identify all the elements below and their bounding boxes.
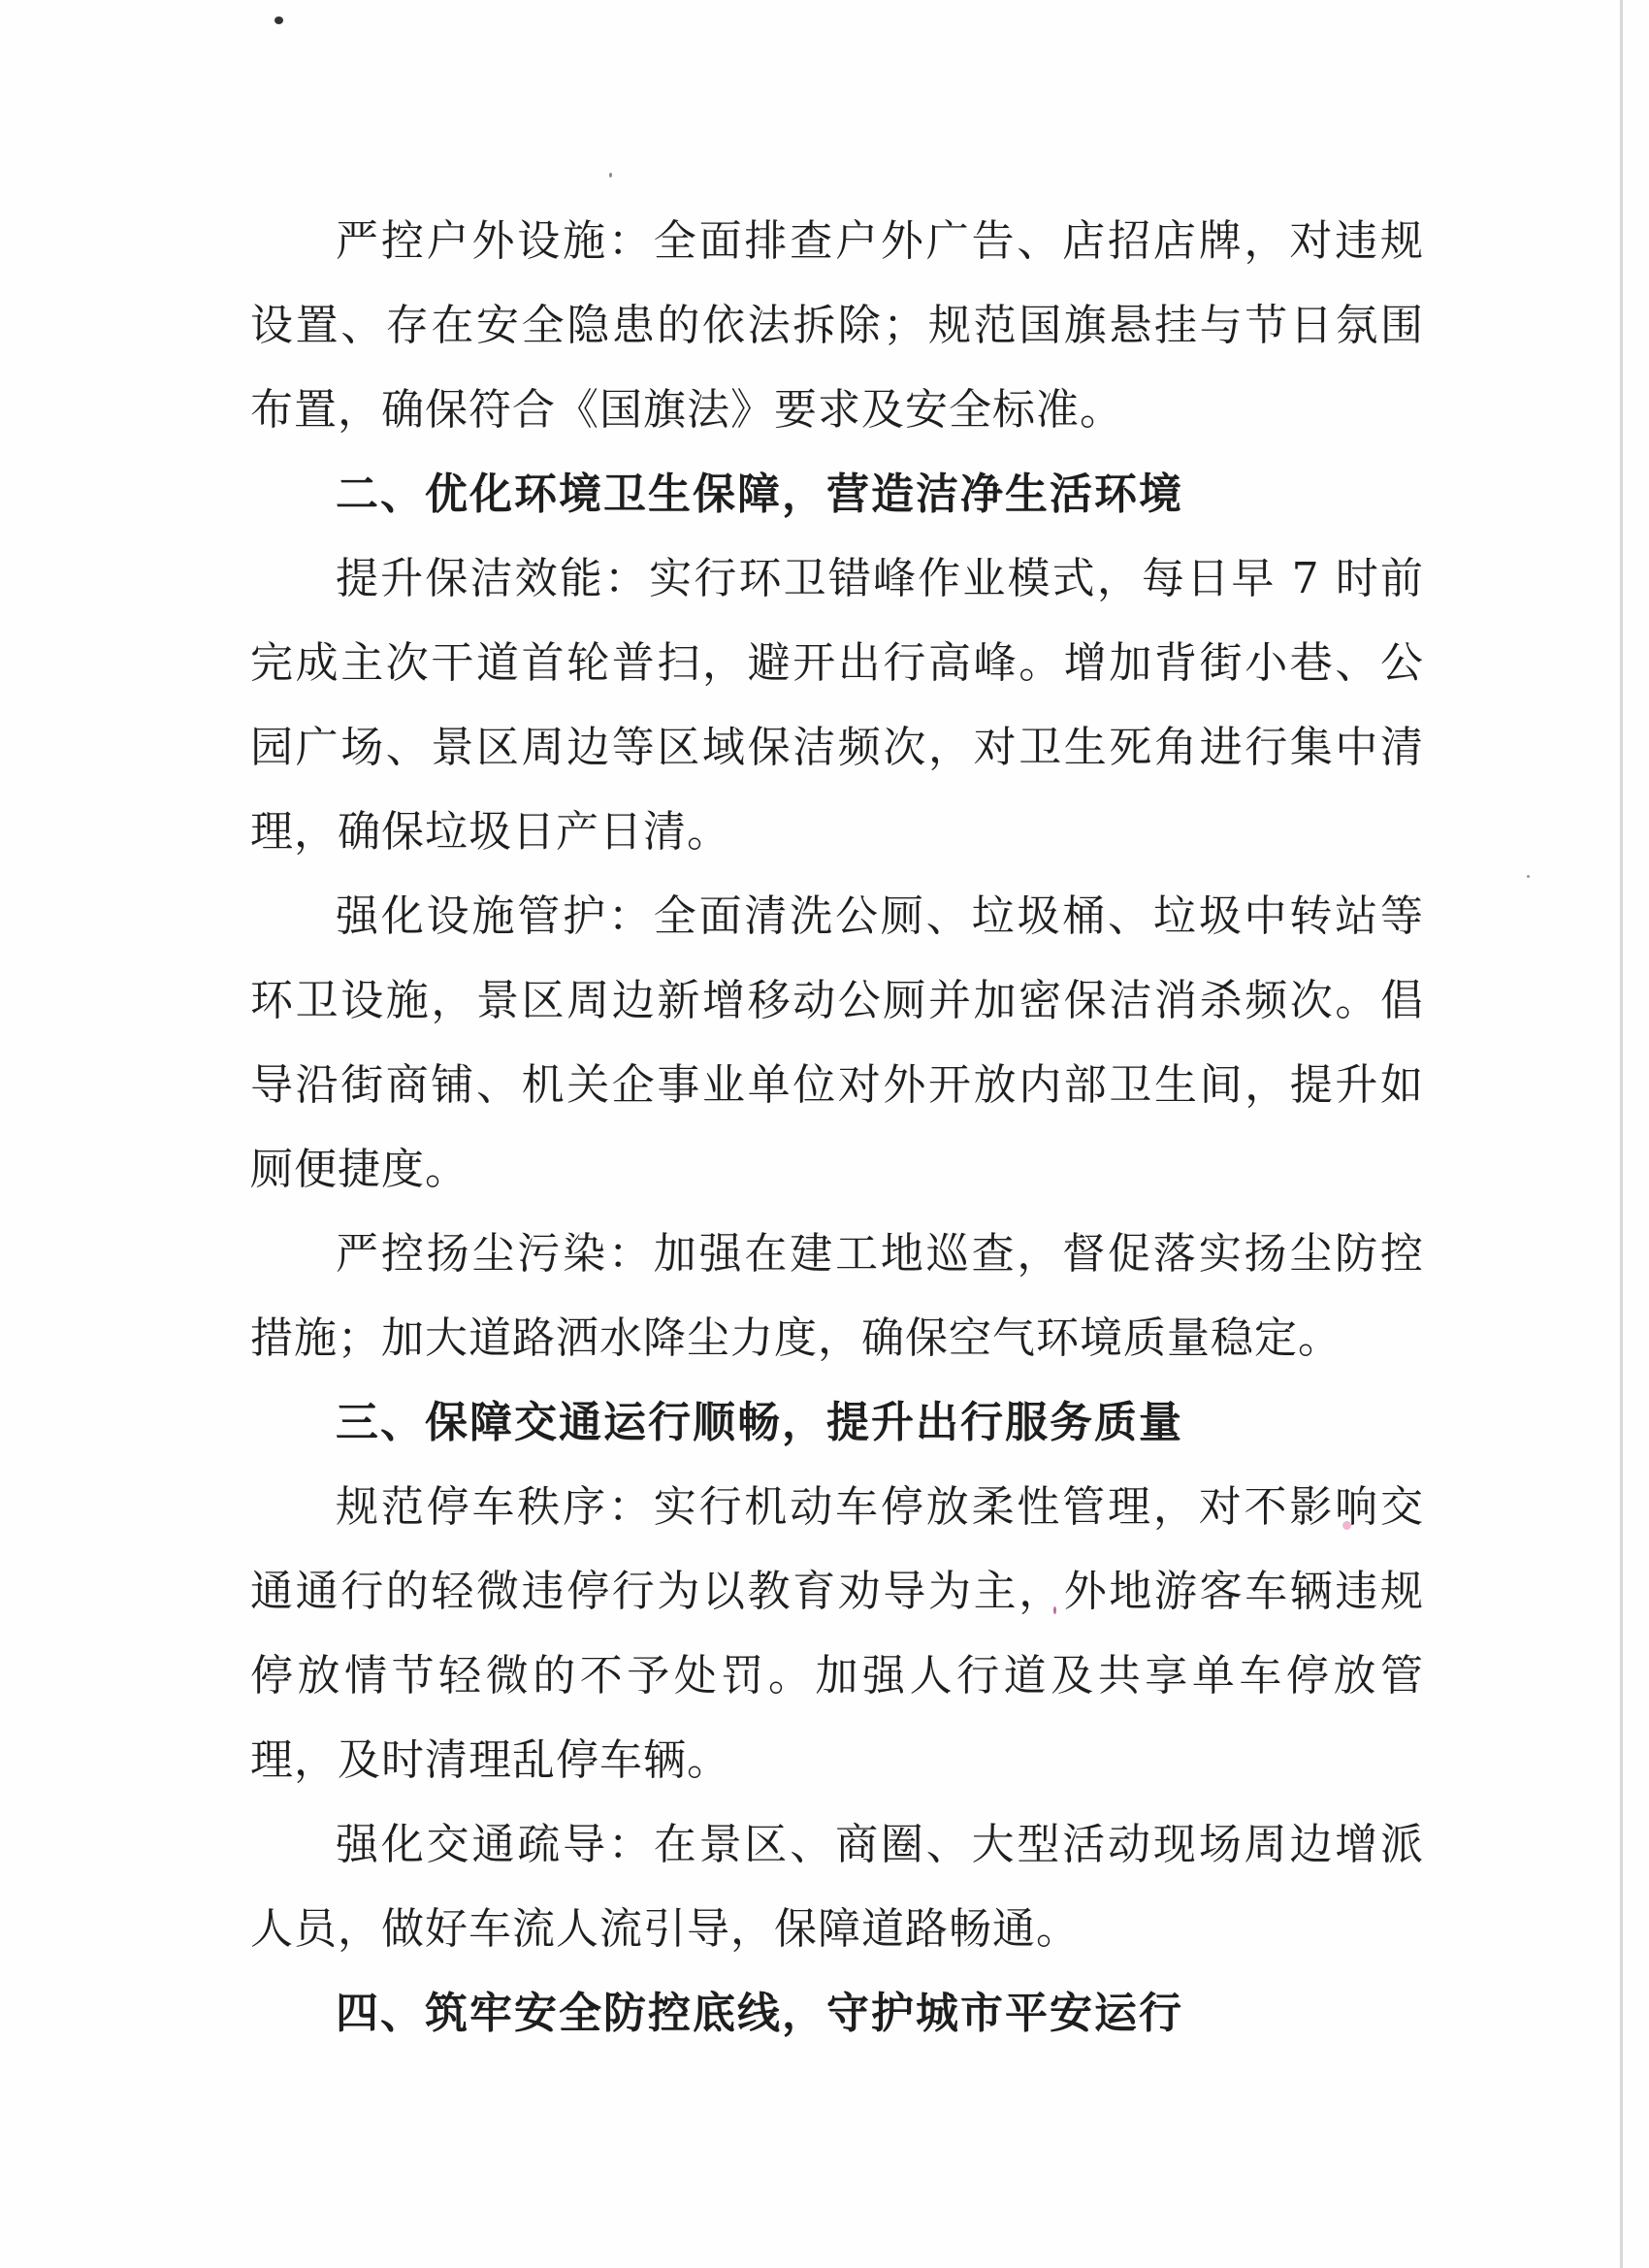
document-body	[250, 199, 1424, 2056]
section-heading-2: 二、优化环境卫生保障，营造洁净生活环境	[336, 470, 1183, 519]
paragraph-facility-maintenance: 强化设施管护：全面清洗公厕、垃圾桶、垃圾中转站等环卫设施，景区周边新增移动公厕并加密保洁消杀频次。倡导沿街商铺、机关企事业单位对外开放内部卫生间，提升如厕便捷度。	[250, 891, 1424, 1194]
scan-edge-line	[1620, 0, 1623, 2268]
paragraph-outdoor-facilities: 严控户外设施：全面排查户外广告、店招店牌，对违规设置、存在安全隐患的依法拆除；规范国旗悬挂与节日氛围布置，确保符合《国旗法》要求及安全标准。	[250, 216, 1424, 435]
scan-speck	[275, 16, 283, 24]
paragraph-cleaning-efficiency: 提升保洁效能：实行环卫错峰作业模式，每日早 7 时前完成主次干道首轮普扫，避开出行高峰。增加背街小巷、公园广场、景区周边等区域保洁频次，对卫生死角进行集中清理，确保垃圾日产日清。	[250, 554, 1424, 857]
scan-speck	[1527, 875, 1530, 878]
scan-speck	[609, 173, 612, 178]
paragraph-dust-control: 严控扬尘污染：加强在建工地巡查，督促落实扬尘防控措施；加大道路洒水降尘力度，确保空气环境质量稳定。	[250, 1229, 1424, 1363]
section-heading-4: 四、筑牢安全防控底线，守护城市平安运行	[336, 1989, 1183, 2038]
section-heading-3: 三、保障交通运行顺畅，提升出行服务质量	[336, 1398, 1183, 1447]
paragraph-parking-order: 规范停车秩序：实行机动车停放柔性管理，对不影响交通通行的轻微违停行为以教育劝导为主，外地游客车辆违规停放情节轻微的不予处罚。加强人行道及共享单车停放管理，及时清理乱停车辆。	[250, 1482, 1424, 1785]
paragraph-traffic-guidance: 强化交通疏导：在景区、商圈、大型活动现场周边增派人员，做好车流人流引导，保障道路畅通。	[250, 1820, 1424, 1954]
